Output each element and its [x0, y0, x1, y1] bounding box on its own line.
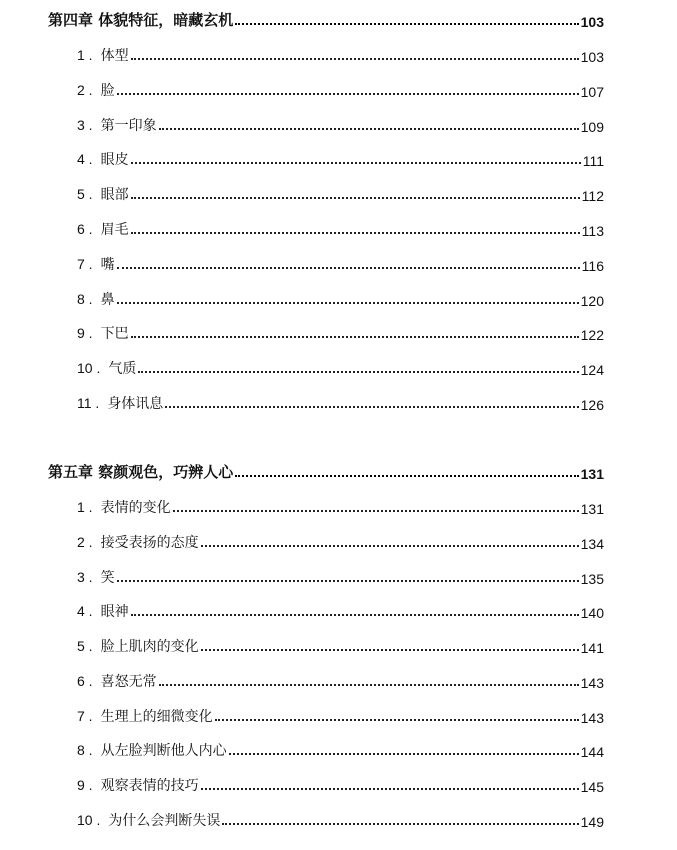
entry-label — [77, 810, 222, 830]
chapter-title: 第四章 体貌特征，暗藏玄机 — [48, 11, 234, 29]
toc-entry[interactable] — [77, 113, 604, 135]
entry-label — [77, 532, 201, 552]
entry-page-number: 126 — [580, 397, 604, 413]
entry-title: 下巴 — [100, 326, 129, 342]
entry-page-number: 149 — [580, 814, 604, 830]
entry-title: 从左脸判断他人内心 — [100, 743, 227, 759]
entry-number: 8 . — [77, 742, 93, 758]
entry-number: 8 . — [77, 291, 93, 307]
entry-title: 身体讯息 — [107, 396, 164, 412]
toc-entry[interactable] — [77, 634, 604, 656]
entry-number: 10 . — [77, 360, 101, 376]
entry-label — [77, 323, 131, 343]
entry-page-number: 111 — [582, 153, 604, 169]
entry-number: 1 . — [77, 499, 93, 515]
dot-leader — [131, 58, 579, 60]
entry-title: 第一印象 — [100, 118, 157, 134]
toc-entry[interactable] — [77, 391, 604, 413]
entry-label — [77, 740, 229, 760]
entry-page-number: 122 — [580, 327, 604, 343]
entry-page-number: 141 — [580, 640, 604, 656]
entry-title: 接受表扬的态度 — [100, 535, 199, 551]
chapter-heading[interactable] — [48, 8, 604, 30]
entry-label — [77, 80, 117, 100]
toc-entry[interactable] — [77, 321, 604, 343]
entry-label — [77, 219, 131, 239]
toc-entry[interactable] — [77, 78, 604, 100]
toc-entry[interactable] — [77, 738, 604, 760]
entry-page-number: 120 — [580, 293, 604, 309]
dot-leader — [201, 545, 579, 547]
entry-number: 2 . — [77, 82, 93, 98]
entry-title: 笑 — [100, 570, 115, 586]
entry-page-number: 124 — [580, 362, 604, 378]
entry-page-number: 135 — [580, 571, 604, 587]
dot-leader — [222, 823, 578, 825]
entry-page-number: 143 — [580, 675, 604, 691]
entry-title: 生理上的细微变化 — [100, 709, 213, 725]
entry-page-number: 113 — [581, 223, 604, 239]
entry-label — [77, 497, 173, 517]
entry-page-number: 140 — [580, 605, 604, 621]
dot-leader — [131, 197, 580, 199]
toc-entry[interactable] — [77, 530, 604, 552]
entry-title: 气质 — [108, 361, 137, 377]
dot-leader — [131, 232, 580, 234]
entry-number: 10 . — [77, 812, 101, 828]
entry-label — [77, 601, 131, 621]
entry-page-number: 109 — [580, 119, 604, 135]
entry-number: 5 . — [77, 186, 93, 202]
entry-title: 眼神 — [100, 604, 129, 620]
entry-title: 喜怒无常 — [100, 674, 157, 690]
toc-entry[interactable] — [77, 43, 604, 65]
dot-leader — [131, 162, 581, 164]
dot-leader — [131, 336, 579, 338]
entry-label — [77, 567, 117, 587]
entry-label — [77, 254, 117, 274]
toc-entry[interactable] — [77, 773, 604, 795]
dot-leader — [138, 371, 578, 373]
entry-number: 7 . — [77, 256, 93, 272]
toc-entry[interactable] — [77, 565, 604, 587]
entry-number: 2 . — [77, 534, 93, 550]
dot-leader — [235, 475, 578, 477]
entry-number: 4 . — [77, 151, 93, 167]
chapter-page-number: 103 — [580, 14, 604, 30]
entry-number: 1 . — [77, 47, 93, 63]
entry-label — [77, 706, 215, 726]
entry-number: 9 . — [77, 777, 93, 793]
dot-leader — [117, 302, 579, 304]
dot-leader — [159, 684, 579, 686]
entry-title: 眼部 — [100, 187, 129, 203]
toc-entry[interactable] — [77, 217, 604, 239]
toc-entry[interactable] — [77, 287, 604, 309]
dot-leader — [173, 510, 579, 512]
entry-number: 3 . — [77, 569, 93, 585]
entry-page-number: 103 — [580, 49, 604, 65]
entry-page-number: 131 — [580, 501, 604, 517]
dot-leader — [165, 406, 578, 408]
toc-entry[interactable] — [77, 599, 604, 621]
entry-label — [77, 115, 159, 135]
entry-number: 6 . — [77, 673, 93, 689]
dot-leader — [117, 93, 579, 95]
dot-leader — [131, 614, 579, 616]
entry-title: 体型 — [100, 48, 129, 64]
entry-number: 9 . — [77, 325, 93, 341]
entry-label — [77, 636, 201, 656]
entry-page-number: 112 — [581, 188, 604, 204]
entry-page-number: 134 — [580, 536, 604, 552]
toc-entry[interactable] — [77, 669, 604, 691]
dot-leader — [117, 580, 579, 582]
toc-entry[interactable] — [77, 182, 604, 204]
dot-leader — [235, 23, 578, 25]
entry-label — [77, 671, 159, 691]
entry-number: 11 . — [77, 395, 100, 411]
chapter-title: 第五章 察颜观色，巧辨人心 — [48, 463, 234, 481]
entry-label — [77, 393, 165, 413]
toc-entry[interactable] — [77, 356, 604, 378]
entry-title: 嘴 — [100, 257, 115, 273]
chapter-heading[interactable] — [48, 460, 604, 482]
dot-leader — [117, 267, 580, 269]
chapter-page-number: 131 — [580, 466, 604, 482]
toc-entry[interactable] — [77, 704, 604, 726]
dot-leader — [201, 788, 579, 790]
toc-entry[interactable] — [77, 808, 604, 830]
entry-number: 5 . — [77, 638, 93, 654]
entry-label — [77, 775, 201, 795]
entry-label — [77, 45, 131, 65]
entry-page-number: 144 — [580, 744, 604, 760]
entry-title: 表情的变化 — [100, 500, 171, 516]
entry-number: 3 . — [77, 117, 93, 133]
dot-leader — [201, 649, 579, 651]
entry-label — [77, 149, 131, 169]
entry-label — [77, 184, 131, 204]
entry-title: 脸上肌肉的变化 — [100, 639, 199, 655]
entry-title: 脸 — [100, 83, 115, 99]
entry-label — [77, 289, 117, 309]
entry-number: 6 . — [77, 221, 93, 237]
entry-number: 7 . — [77, 708, 93, 724]
toc-entry[interactable] — [77, 252, 604, 274]
dot-leader — [215, 719, 579, 721]
entry-title: 观察表情的技巧 — [100, 778, 199, 794]
entry-label — [77, 358, 138, 378]
dot-leader — [159, 128, 579, 130]
entry-page-number: 107 — [580, 84, 604, 100]
entry-page-number: 143 — [580, 710, 604, 726]
entry-title: 鼻 — [100, 292, 115, 308]
entry-title: 眉毛 — [100, 222, 129, 238]
toc-entry[interactable] — [77, 147, 604, 169]
dot-leader — [229, 753, 579, 755]
toc-entry[interactable] — [77, 495, 604, 517]
entry-number: 4 . — [77, 603, 93, 619]
entry-title: 眼皮 — [100, 152, 129, 168]
entry-page-number: 116 — [581, 258, 604, 274]
entry-title: 为什么会判断失误 — [108, 813, 221, 829]
entry-page-number: 145 — [580, 779, 604, 795]
